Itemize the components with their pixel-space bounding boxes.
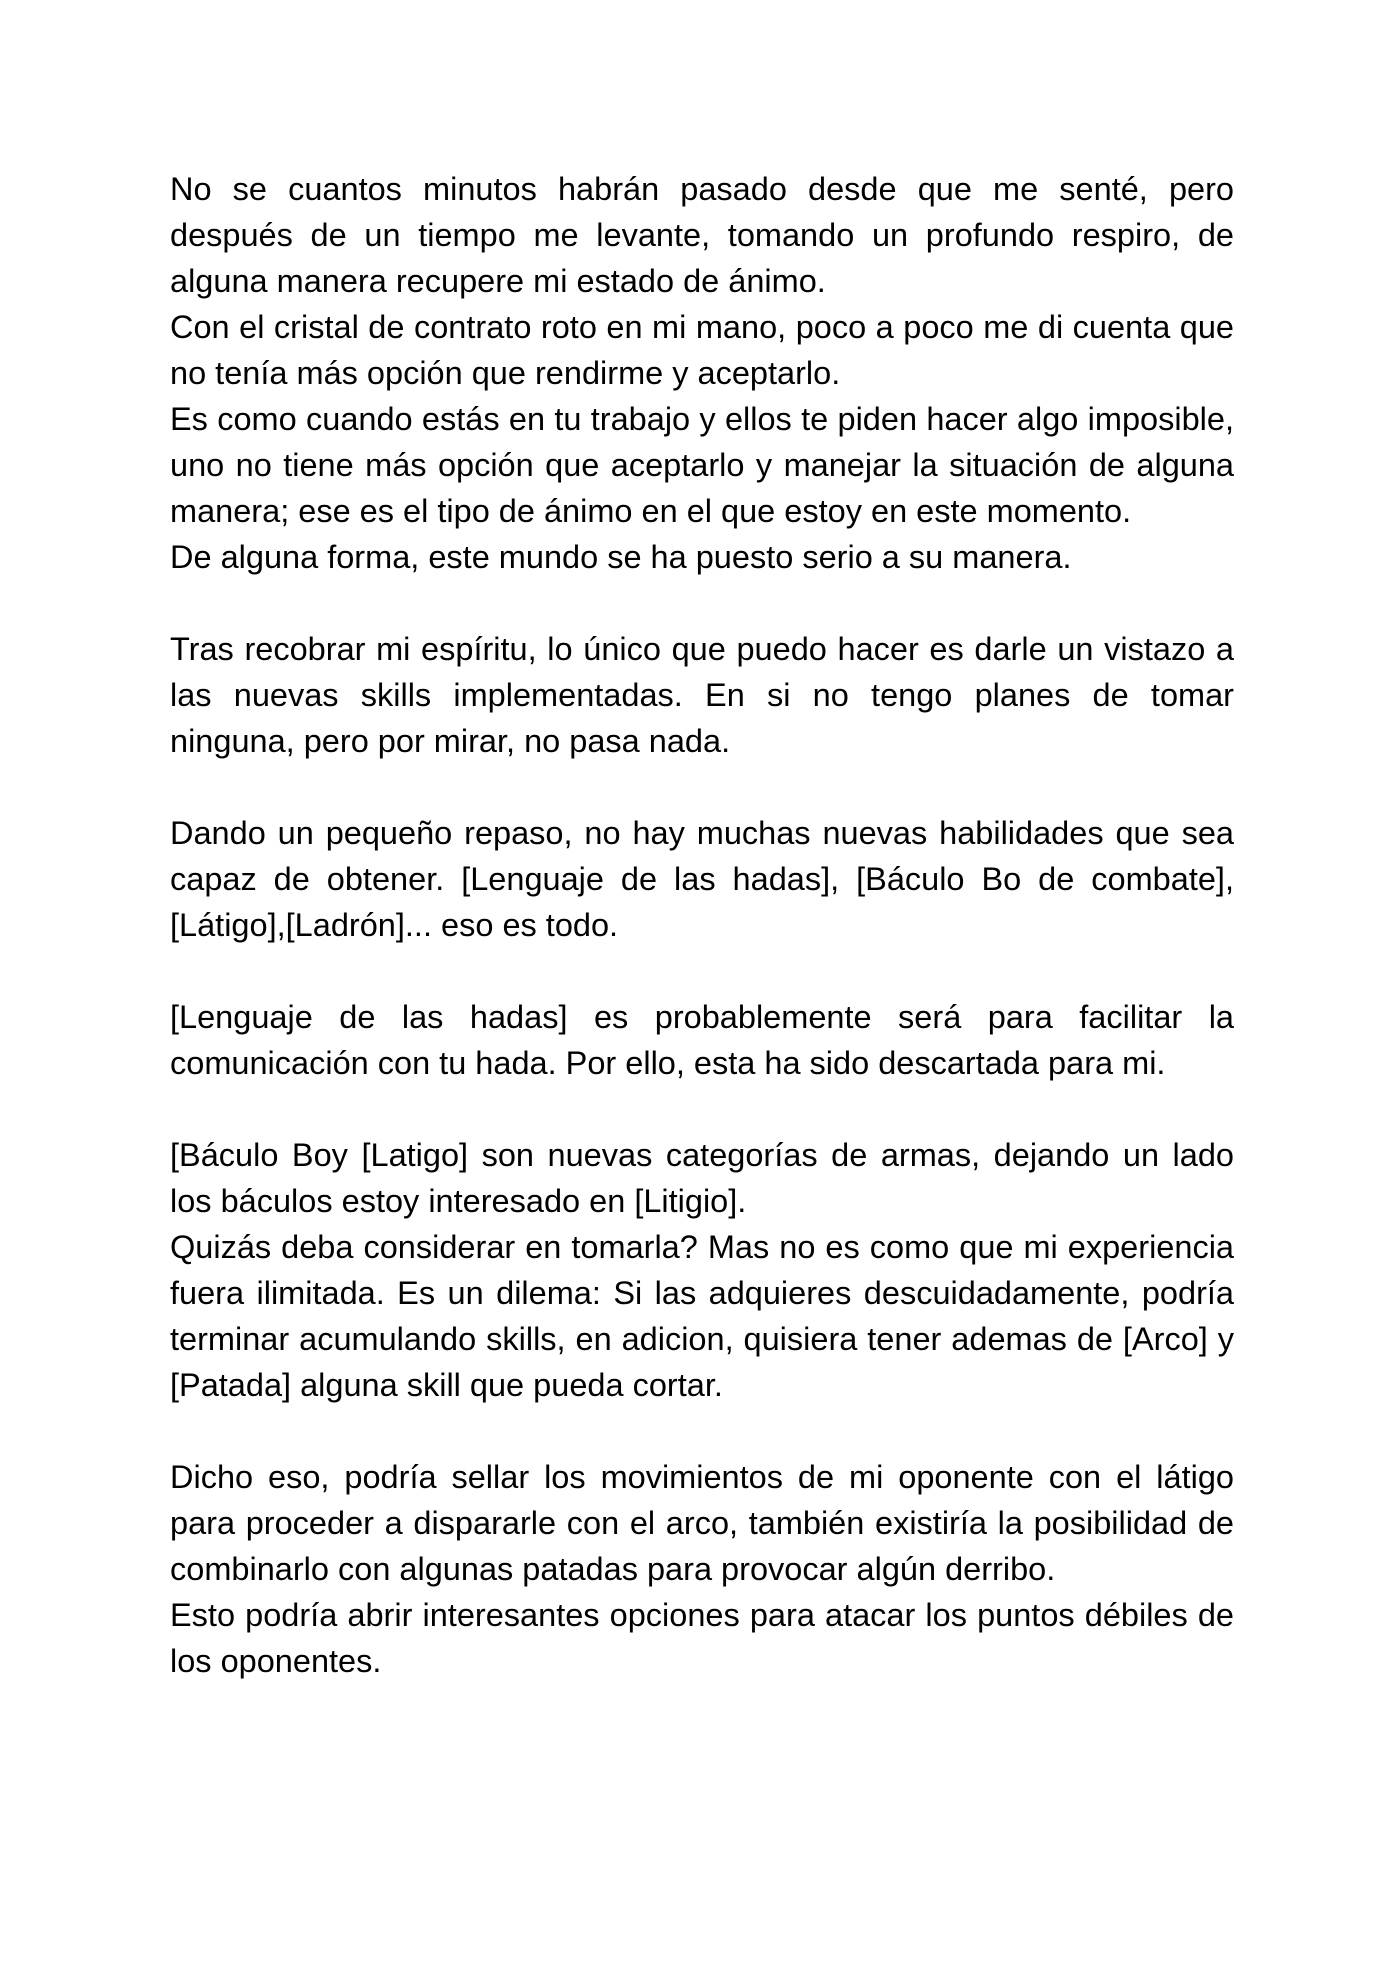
- document-body: [170, 166, 1234, 1684]
- paragraph-10: Dicho eso, podría sellar los movimientos de mi oponente con el látigo para proceder a dispararle con el arco, también existiría la posibilidad de combinarlo con algunas patadas para provocar algún derribo.: [170, 1459, 1234, 1587]
- paragraph-9: Quizás deba considerar en tomarla? Mas no es como que mi experiencia fuera ilimitada. Es un dilema: Si las adquieres descuidadamente, podría terminar acumulando skills, en adicion, quisiera tener ademas de [Arco] y [Patada] alguna skill que pueda cortar.: [170, 1229, 1234, 1403]
- paragraph-4: De alguna forma, este mundo se ha puesto serio a su manera.: [170, 539, 1072, 575]
- paragraph-6: Dando un pequeño repaso, no hay muchas nuevas habilidades que sea capaz de obtener. [Lenguaje de las hadas], [Báculo Bo de combate],[Látigo],[Ladrón]... eso es todo.: [170, 815, 1234, 943]
- paragraph-3: Es como cuando estás en tu trabajo y ellos te piden hacer algo imposible, uno no tiene más opción que aceptarlo y manejar la situación de alguna manera; ese es el tipo de ánimo en el que estoy en este momento.: [170, 401, 1234, 529]
- paragraph-1: No se cuantos minutos habrán pasado desde que me senté, pero después de un tiempo me levante, tomando un profundo respiro, de alguna manera recupere mi estado de ánimo.: [170, 171, 1234, 299]
- paragraph-8: [Báculo Boy [Latigo] son nuevas categorías de armas, dejando un lado los báculos estoy interesado en [Litigio].: [170, 1137, 1234, 1219]
- paragraph-11: Esto podría abrir interesantes opciones para atacar los puntos débiles de los oponentes.: [170, 1597, 1234, 1679]
- paragraph-5: Tras recobrar mi espíritu, lo único que puedo hacer es darle un vistazo a las nuevas skills implementadas. En si no tengo planes de tomar ninguna, pero por mirar, no pasa nada.: [170, 631, 1234, 759]
- paragraph-2: Con el cristal de contrato roto en mi mano, poco a poco me di cuenta que no tenía más opción que rendirme y aceptarlo.: [170, 309, 1234, 391]
- paragraph-7: [Lenguaje de las hadas] es probablemente será para facilitar la comunicación con tu hada. Por ello, esta ha sido descartada para mi.: [170, 999, 1234, 1081]
